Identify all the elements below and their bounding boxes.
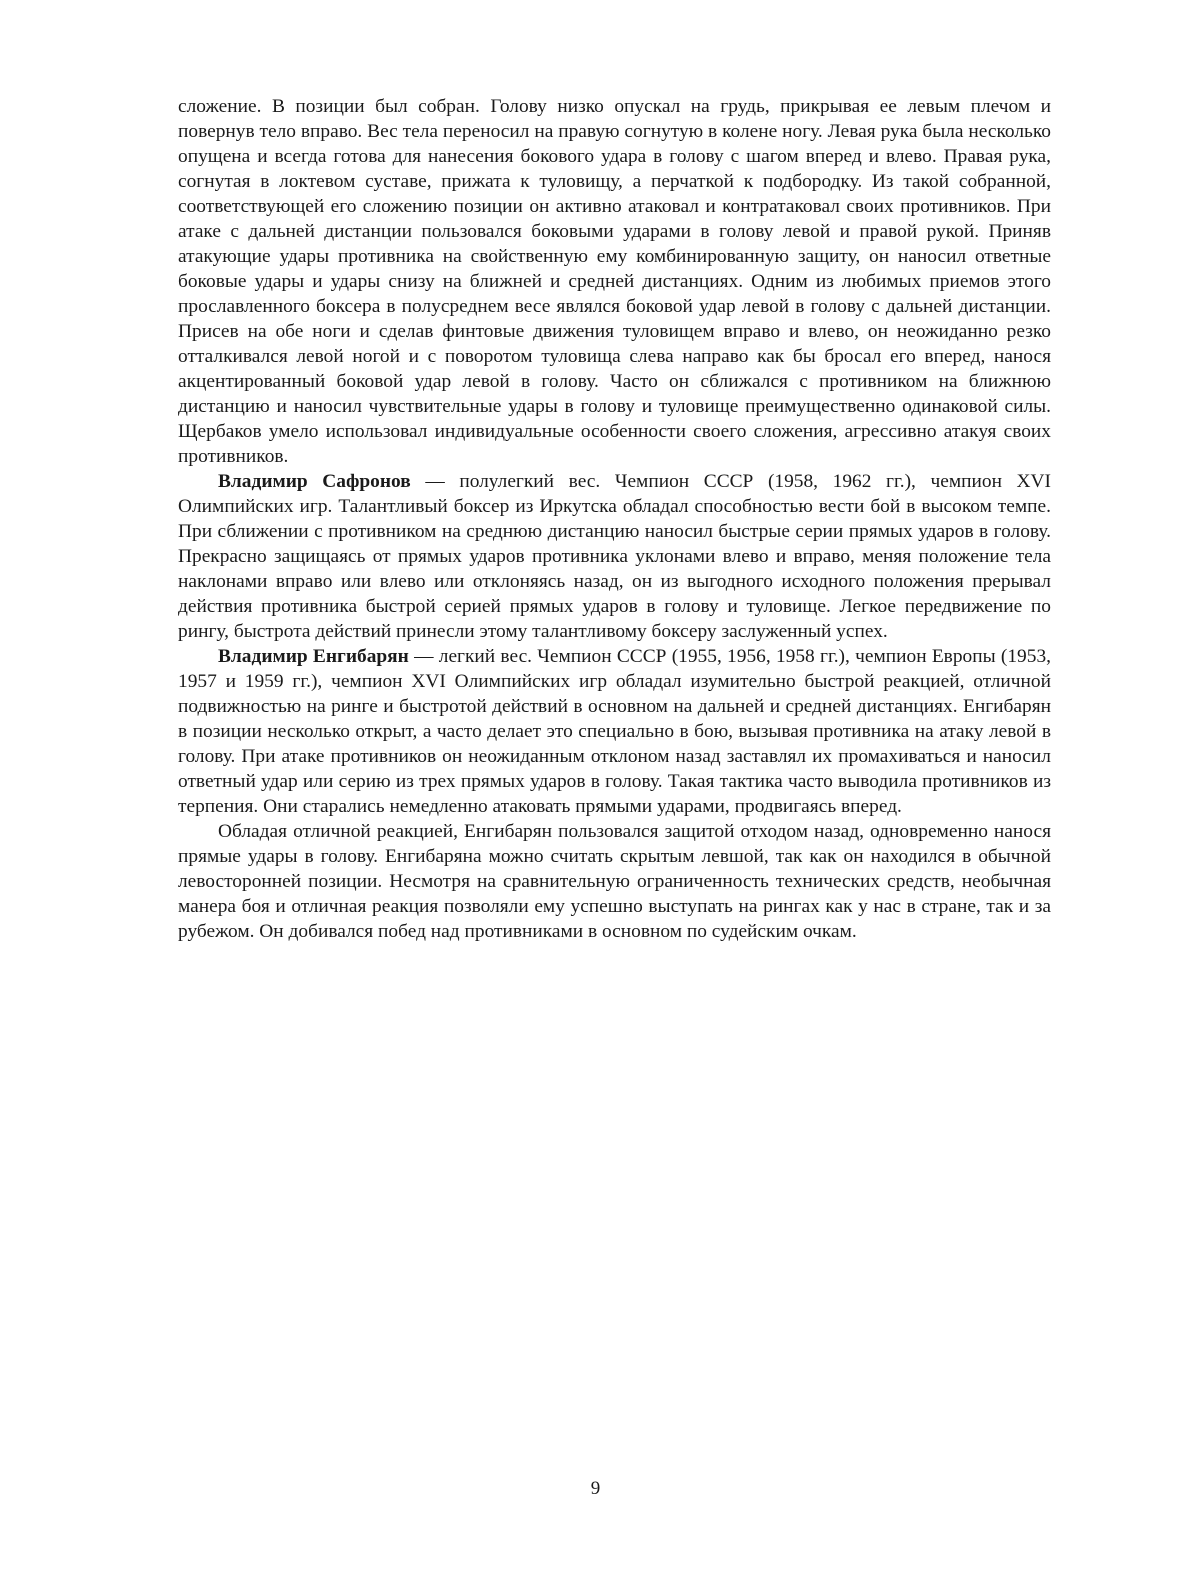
paragraph-text: сложение. В позиции был собран. Голову низко опускал на грудь, прикрывая ее левым плечом и повернув тело вправо. Вес тела переносил на правую согнутую в колене ногу. Левая рука была несколько опущена и всегда готова для нанесения бокового удара в голову с шагом вперед и влево. Правая рука, согнутая в локтевом суставе, прижата к туловищу, а перчаткой к подбородку. Из такой собранной, соответствующей его сложению позиции он активно атаковал и контратаковал своих противников. При атаке с дальней дистанции пользовался боковыми ударами в голову левой и правой рукой. Приняв атакующие удары противника на свойственную ему комбинированную защиту, он наносил ответные боковые удары и удары снизу на ближней и средней дистанциях. Одним из любимых приемов этого прославленного боксера в полусреднем весе являлся боковой удар левой в голову с дальней дистанции. Присев на обе ноги и сделав финтовые движения туловищем вправо и влево, он неожиданно резко отталкивался левой ногой и с поворотом туловища слева направо как бы бросал его вперед, нанося акцентированный боковой удар левой в голову. Часто он сближался с противником на ближнюю дистанцию и наносил чувствительные удары в голову и туловище преимущественно одинаковой силы. Щербаков умело использовал индивидуальные особенности своего сложения, агрессивно атакуя своих противников. bbox=[178, 96, 1051, 467]
page-number: 9 bbox=[590, 1478, 601, 1499]
paragraph-safronov bbox=[178, 469, 1051, 644]
boxer-name: Владимир Енгибарян bbox=[218, 646, 409, 667]
article-body bbox=[178, 94, 1051, 944]
paragraph-shcherbakov-continued bbox=[178, 94, 1051, 469]
paragraph-text: Обладая отличной реакцией, Енгибарян пользовался защитой отходом назад, одновременно нанося прямые удары в голову. Енгибаряна можно считать скрытым левшой, так как он находился в обычной левосторонней позиции. Несмотря на сравнительную ограниченность технических средств, необычная манера боя и отличная реакция позволяли ему успешно выступать на рингах как у нас в стране, так и за рубежом. Он добивался побед над противниками в основном по судейским очкам. bbox=[178, 821, 1051, 942]
paragraph-text: — полулегкий вес. Чемпион СССР (1958, 1962 гг.), чемпион XVI Олимпийских игр. Талантливый боксер из Иркутска обладал способностью вести бой в высоком темпе. При сближении с противником на среднюю дистанцию наносил быстрые серии прямых ударов в голову. Прекрасно защищаясь от прямых ударов противника уклонами влево и вправо, меняя положение тела наклонами вправо или влево или отклоняясь назад, он из выгодного исходного положения прерывал действия противника быстрой серией прямых ударов в голову и туловище. Легкое передвижение по рингу, быстрота действий принесли этому талантливому боксеру заслуженный успех. bbox=[178, 471, 1052, 642]
paragraph-text: — легкий вес. Чемпион СССР (1955, 1956, 1958 гг.), чемпион Европы (1953, 1957 и 1959 гг.), чемпион XVI Олимпийских игр обладал изумительно быстрой реакцией, отличной подвижностью на ринге и быстротой действий в основном на дальней и средней дистанциях. Енгибарян в позиции несколько открыт, а часто делает это специально в бою, вызывая противника на атаку левой в голову. При атаке противников он неожиданным отклоном назад заставлял их промахиваться и наносил ответный удар или серию из трех прямых ударов в голову. Такая тактика часто выводила противников из терпения. Они старались немедленно атаковать прямыми ударами, продвигаясь вперед. bbox=[178, 646, 1051, 817]
paragraph-engibaryan bbox=[178, 644, 1051, 819]
boxer-name: Владимир Сафронов bbox=[218, 471, 411, 492]
paragraph-engibaryan-defense bbox=[178, 819, 1051, 944]
